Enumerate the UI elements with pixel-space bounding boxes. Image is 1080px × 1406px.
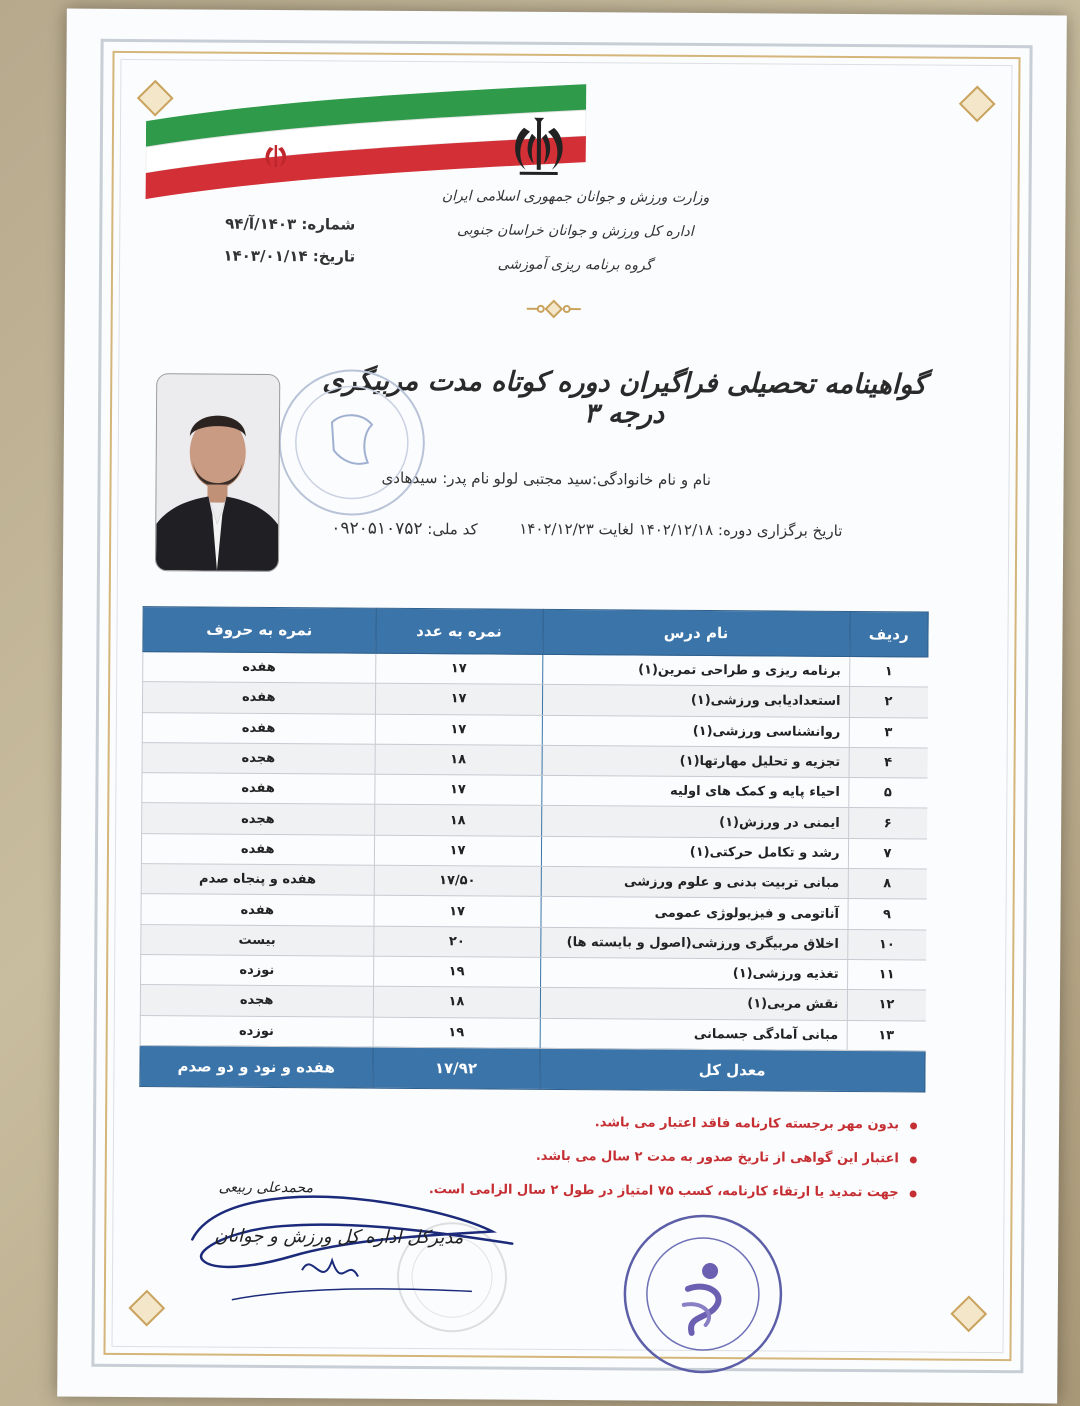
person-photo bbox=[155, 373, 280, 572]
number-value: ۱۴۰۳/آ/۹۴ bbox=[225, 214, 297, 234]
certificate-title: گواهینامه تحصیلی فراگیران دوره کوتاه مدت مربیگری درجه ۳ bbox=[322, 365, 927, 430]
row-number-cell: ۸ bbox=[848, 869, 927, 900]
course-name-cell: ایمنی در ورزش(۱) bbox=[541, 806, 848, 838]
course-name-cell: آناتومی و فیزیولوژی عمومی bbox=[540, 897, 847, 929]
score-words-cell: هفده bbox=[141, 894, 374, 926]
course-name-cell: رشد و تکامل حرکتی(۱) bbox=[541, 836, 848, 868]
score-number-cell: ۱۷ bbox=[373, 896, 540, 927]
grades-table bbox=[139, 606, 928, 1092]
row-number-cell: ۱ bbox=[849, 657, 928, 688]
person-photo-icon bbox=[156, 374, 279, 571]
federation-stamp-icon bbox=[617, 1208, 788, 1379]
number-label: شماره: bbox=[301, 215, 356, 234]
score-words-cell: هفده bbox=[142, 682, 375, 714]
course-period-line: تاریخ برگزاری دوره: ۱۴۰۲/۱۲/۱۸ لغایت ۱۴۰۲/۱۲/۲۳ bbox=[519, 519, 843, 540]
note-item: جهت تمدید یا ارتقاء کارنامه، کسب ۷۵ امتیاز در طول ۲ سال الزامی است. bbox=[209, 1172, 921, 1211]
score-words-cell: هفده bbox=[141, 833, 374, 865]
score-number-cell: ۱۹ bbox=[373, 1017, 540, 1048]
certificate-paper bbox=[57, 9, 1067, 1404]
score-number-cell: ۱۸ bbox=[374, 805, 541, 836]
ministry-header bbox=[365, 179, 786, 284]
course-name-cell: مبانی تربیت بدنی و علوم ورزشی bbox=[541, 866, 848, 898]
score-words-cell: هفده bbox=[143, 652, 376, 684]
score-words-cell: نوزده bbox=[140, 1015, 373, 1047]
ministry-line: اداره کل ورزش و جوانان خراسان جنوبی bbox=[456, 222, 694, 240]
row-number-cell: ۱۲ bbox=[847, 990, 926, 1021]
score-number-cell: ۱۹ bbox=[373, 956, 540, 987]
total-score: ۱۷/۹۲ bbox=[372, 1047, 539, 1089]
row-number-cell: ۱۳ bbox=[847, 1020, 926, 1051]
ministry-line: وزارت ورزش و جوانان جمهوری اسلامی ایران bbox=[441, 188, 710, 207]
embossed-stamp-icon bbox=[271, 362, 432, 523]
score-words-cell: هجده bbox=[140, 985, 373, 1017]
iran-emblem-icon bbox=[510, 116, 568, 180]
score-words-cell: هفده bbox=[142, 712, 375, 744]
total-words: هفده و نود و دو صدم bbox=[140, 1045, 373, 1088]
score-words-cell: هفده و پنجاه صدم bbox=[141, 864, 374, 896]
note-item: بدون مهر برجسته کارنامه فاقد اعتبار می باشد. bbox=[209, 1104, 921, 1143]
row-number-cell: ۹ bbox=[847, 899, 926, 930]
score-number-cell: ۱۷ bbox=[374, 774, 541, 805]
course-name-cell: احیاء پایه و کمک های اولیه bbox=[541, 776, 848, 808]
course-name-cell: نقش مربی(۱) bbox=[540, 988, 847, 1020]
signer-title: مدیرکل اداره کل ورزش و جوانان bbox=[214, 1225, 464, 1249]
row-number-cell: ۱۱ bbox=[847, 959, 926, 990]
score-number-cell: ۱۷ bbox=[375, 683, 542, 714]
signer-name: محمدعلی ربیعی bbox=[218, 1179, 314, 1197]
father-name-line: نام پدر: سیدهادی bbox=[381, 468, 490, 488]
row-number-cell: ۱۰ bbox=[847, 929, 926, 960]
ministry-line: گروه برنامه ریزی آموزشی bbox=[497, 256, 653, 274]
course-name-cell: تجزیه و تحلیل مهارتها(۱) bbox=[542, 745, 849, 777]
header-row-number: ردیف bbox=[849, 612, 928, 658]
total-row bbox=[140, 1045, 925, 1091]
national-id-line bbox=[331, 518, 478, 539]
date-label: تاریخ: bbox=[312, 247, 356, 266]
row-number-cell: ۵ bbox=[848, 778, 927, 809]
row-number-cell: ۲ bbox=[849, 687, 928, 718]
header-score-number: نمره به عدد bbox=[375, 608, 542, 654]
national-id-value: ۰۹۲۰۵۱۰۷۵۲ bbox=[331, 518, 423, 540]
score-words-cell: نوزده bbox=[141, 955, 374, 987]
score-number-cell: ۱۷ bbox=[375, 653, 542, 684]
row-number-cell: ۷ bbox=[848, 838, 927, 869]
score-number-cell: ۱۸ bbox=[375, 744, 542, 775]
divider-ornament-icon bbox=[523, 299, 585, 319]
date-value: ۱۴۰۳/۰۱/۱۴ bbox=[223, 246, 308, 266]
header-course-name: نام درس bbox=[542, 609, 849, 656]
course-name-cell: اخلاق مربیگری ورزشی(اصول و بایسته ها) bbox=[540, 927, 847, 959]
score-number-cell: ۱۷ bbox=[374, 835, 541, 866]
full-name-line: نام و نام خانوادگی:سید مجتبی لولو bbox=[493, 469, 711, 490]
score-number-cell: ۲۰ bbox=[373, 926, 540, 957]
reference-block bbox=[215, 208, 355, 273]
score-words-cell: هجده bbox=[142, 742, 375, 774]
note-item: اعتبار این گواهی از تاریخ صدور به مدت ۲ سال می باشد. bbox=[209, 1138, 921, 1177]
course-name-cell: روانشناسی ورزشی(۱) bbox=[542, 715, 849, 747]
score-number-cell: ۱۷ bbox=[375, 714, 542, 745]
score-words-cell: بیست bbox=[141, 924, 374, 956]
total-label: معدل کل bbox=[539, 1048, 925, 1092]
header-score-words: نمره به حروف bbox=[143, 607, 376, 654]
course-name-cell: مبانی آمادگی جسمانی bbox=[540, 1018, 847, 1050]
course-name-cell: برنامه ریزی و طراحی تمرین(۱) bbox=[542, 654, 849, 686]
course-name-cell: استعدادیابی ورزشی(۱) bbox=[542, 685, 849, 717]
score-number-cell: ۱۷/۵۰ bbox=[374, 865, 541, 896]
national-id-label: کد ملی: bbox=[427, 520, 478, 539]
score-words-cell: هفده bbox=[142, 773, 375, 805]
score-number-cell: ۱۸ bbox=[373, 986, 540, 1017]
score-words-cell: هجده bbox=[142, 803, 375, 835]
course-name-cell: تغذیه ورزشی(۱) bbox=[540, 957, 847, 989]
row-number-cell: ۳ bbox=[849, 717, 928, 748]
table-header-row bbox=[143, 607, 928, 657]
row-number-cell: ۴ bbox=[849, 747, 928, 778]
row-number-cell: ۶ bbox=[848, 808, 927, 839]
